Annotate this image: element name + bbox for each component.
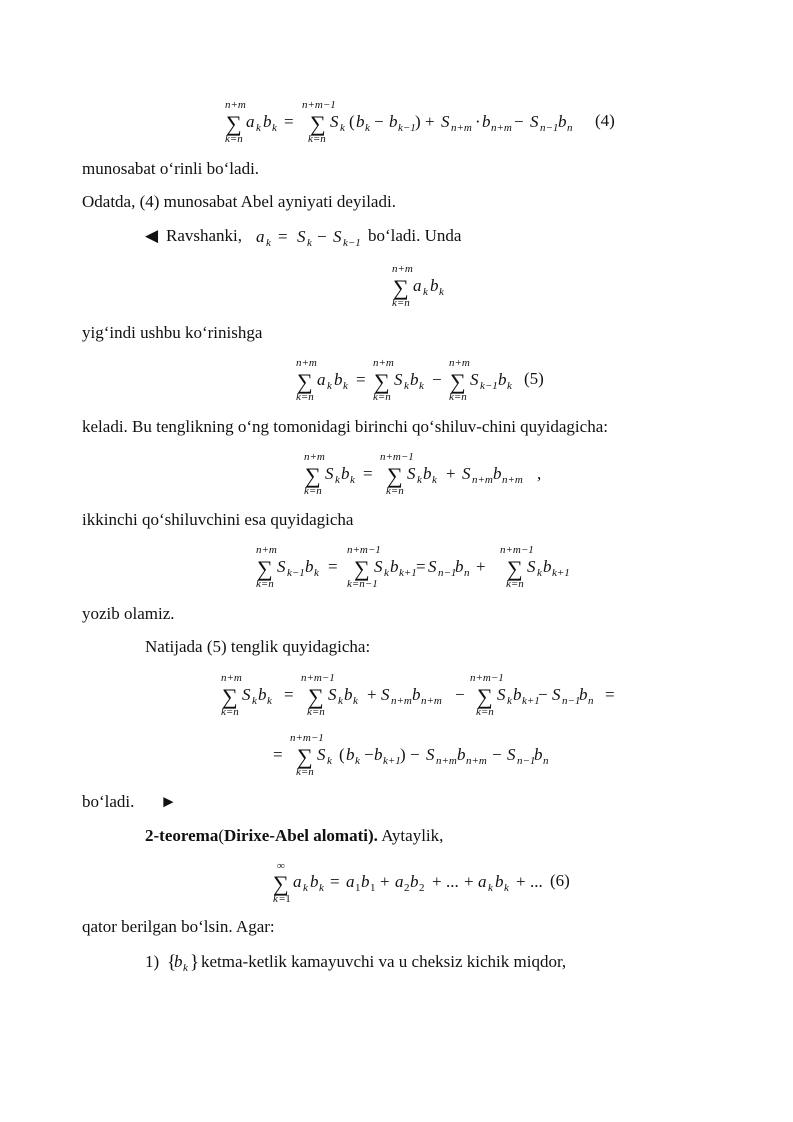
svg-text:n+m: n+m [225, 99, 246, 111]
svg-text:+: + [367, 685, 377, 704]
svg-text:k=n: k=n [308, 133, 326, 145]
svg-text:k=n: k=n [386, 485, 404, 497]
svg-text:k: k [327, 755, 332, 767]
svg-text:b: b [174, 952, 183, 971]
svg-text:b: b [412, 685, 421, 704]
svg-text:S: S [497, 685, 506, 704]
svg-text:b: b [482, 112, 491, 131]
svg-text:k+1: k+1 [383, 755, 401, 767]
paragraph-text: Odatda, (4) munosabat Abel ayniyati deyiladi. [82, 192, 396, 211]
svg-text:k+1: k+1 [399, 567, 417, 579]
svg-text:k=n: k=n [449, 391, 467, 403]
svg-text:k: k [488, 882, 493, 894]
svg-text:+: + [380, 872, 390, 891]
paragraph-text: yig‘indi ushbu ko‘rinishga [82, 323, 263, 342]
svg-text:k=n: k=n [296, 766, 314, 778]
theorem-open-paren: ( [218, 826, 224, 845]
svg-text:n+m−1: n+m−1 [470, 672, 504, 684]
svg-text:b: b [513, 685, 522, 704]
svg-text:S: S [325, 464, 334, 483]
theorem-close-paren: ). [367, 826, 378, 845]
condition-number: 1) [145, 952, 160, 971]
svg-text:b: b [346, 745, 355, 764]
svg-text:a: a [478, 872, 487, 891]
svg-text:2: 2 [419, 882, 425, 894]
svg-text:n+m: n+m [491, 122, 512, 134]
svg-text:k=n: k=n [304, 485, 322, 497]
svg-text:∑: ∑ [477, 684, 493, 709]
paragraph-text: bo‘ladi. Unda [368, 226, 462, 245]
svg-text:k: k [303, 882, 308, 894]
svg-text:b: b [543, 557, 552, 576]
svg-text:∑: ∑ [354, 556, 370, 581]
svg-text:+: + [464, 872, 474, 891]
svg-text:=: = [328, 557, 338, 576]
svg-text:k: k [307, 237, 312, 249]
svg-text:k: k [355, 755, 360, 767]
svg-text:): ) [400, 745, 406, 764]
svg-text:n+m: n+m [392, 263, 413, 275]
svg-text:b: b [356, 112, 365, 131]
svg-text:k: k [338, 695, 343, 707]
paragraph-text: yozib olamiz. [82, 604, 175, 623]
svg-text:2: 2 [404, 882, 410, 894]
svg-text:n+m−1: n+m−1 [290, 732, 324, 744]
svg-text:1: 1 [355, 882, 361, 894]
svg-text:a: a [246, 112, 255, 131]
svg-text:−: − [317, 227, 327, 246]
svg-text:n+m: n+m [451, 122, 472, 134]
paragraph-text: keladi. Bu tenglikning o‘ng tomonidagi birinchi qo‘shiluv-chini quyidagicha: [82, 417, 608, 436]
svg-text:n+m: n+m [221, 672, 242, 684]
svg-text:∑: ∑ [305, 463, 321, 488]
svg-text:∑: ∑ [222, 684, 238, 709]
svg-text:=: = [284, 112, 294, 131]
svg-text:k: k [365, 122, 370, 134]
proof-end-marker: ► [160, 792, 177, 811]
svg-text:k=n: k=n [506, 578, 524, 590]
svg-text:k: k [272, 122, 277, 134]
svg-text:k−1: k−1 [480, 380, 498, 392]
paragraph-text: ketma-ketlik kamayuvchi va u cheksiz kichik miqdor, [201, 952, 567, 971]
svg-text:S: S [330, 112, 339, 131]
svg-text:n+m−1: n+m−1 [380, 451, 414, 463]
svg-text:k: k [439, 286, 444, 298]
svg-text:k: k [343, 380, 348, 392]
svg-text:k: k [504, 882, 509, 894]
svg-text:b: b [410, 370, 419, 389]
svg-text:n+m: n+m [449, 357, 470, 369]
svg-text:k=n: k=n [221, 706, 239, 718]
svg-text:n+m: n+m [466, 755, 487, 767]
svg-text:n+m: n+m [296, 357, 317, 369]
svg-text:∑: ∑ [308, 684, 324, 709]
svg-text:n+m: n+m [502, 474, 523, 486]
svg-text:n: n [464, 567, 470, 579]
svg-text:k: k [423, 286, 428, 298]
svg-text:n+m: n+m [256, 544, 277, 556]
svg-text:b: b [493, 464, 502, 483]
svg-text:b: b [374, 745, 383, 764]
svg-text:S: S [242, 685, 251, 704]
svg-text:1: 1 [370, 882, 376, 894]
svg-text:k: k [417, 474, 422, 486]
svg-text:n+m−1: n+m−1 [301, 672, 335, 684]
svg-text:∑: ∑ [374, 369, 390, 394]
svg-text:b: b [558, 112, 567, 131]
equation-number-6: (6) [550, 871, 570, 890]
svg-text:S: S [333, 227, 342, 246]
svg-text:k: k [319, 882, 324, 894]
svg-text:S: S [428, 557, 437, 576]
svg-text:k: k [266, 237, 271, 249]
svg-text:n: n [543, 755, 549, 767]
paragraph-text: Natijada (5) tenglik quyidagicha: [145, 637, 371, 656]
svg-text:−: − [538, 685, 548, 704]
svg-text:S: S [407, 464, 416, 483]
svg-text:k: k [267, 695, 272, 707]
equation-number-4: (4) [595, 111, 615, 130]
svg-text:k: k [183, 962, 188, 974]
svg-text:...: ... [530, 872, 543, 891]
svg-text:b: b [534, 745, 543, 764]
svg-text:+: + [476, 557, 486, 576]
svg-text:S: S [394, 370, 403, 389]
svg-text:k: k [419, 380, 424, 392]
svg-text:a: a [413, 276, 422, 295]
proof-start-marker: ◀ [145, 226, 159, 245]
svg-text:k=n: k=n [373, 391, 391, 403]
svg-text:n+m: n+m [373, 357, 394, 369]
svg-text:b: b [579, 685, 588, 704]
svg-text:k=n: k=n [296, 391, 314, 403]
svg-text:k+1: k+1 [522, 695, 540, 707]
svg-text:S: S [552, 685, 561, 704]
svg-text:−: − [455, 685, 465, 704]
svg-text:{: { [167, 952, 177, 973]
svg-text:k: k [353, 695, 358, 707]
svg-text:n+m−1: n+m−1 [302, 99, 336, 111]
svg-text:k: k [273, 893, 278, 905]
svg-text:−: − [514, 112, 524, 131]
svg-text:k=n: k=n [256, 578, 274, 590]
svg-text:∑: ∑ [450, 369, 466, 394]
svg-text:a: a [395, 872, 404, 891]
svg-text:k=n: k=n [476, 706, 494, 718]
svg-text:...: ... [446, 872, 459, 891]
svg-text:S: S [530, 112, 539, 131]
svg-text:a: a [256, 227, 265, 246]
svg-text:=: = [284, 685, 294, 704]
svg-text:·: · [475, 112, 481, 131]
svg-text:k+1: k+1 [552, 567, 570, 579]
svg-text:=: = [356, 370, 366, 389]
svg-text:b: b [334, 370, 343, 389]
svg-text:b: b [390, 557, 399, 576]
svg-text:S: S [374, 557, 383, 576]
svg-text:−: − [492, 745, 502, 764]
svg-text:∑: ∑ [507, 556, 523, 581]
svg-text:k=n−1: k=n−1 [347, 578, 378, 590]
svg-text:S: S [441, 112, 450, 131]
svg-text:(: ( [349, 112, 355, 131]
svg-text:b: b [430, 276, 439, 295]
svg-text:k: k [507, 695, 512, 707]
svg-text:b: b [341, 464, 350, 483]
svg-text:n+m: n+m [391, 695, 412, 707]
theorem-rest: Aytaylik, [381, 826, 444, 845]
svg-text:k: k [327, 380, 332, 392]
svg-text:k=n: k=n [392, 297, 410, 309]
svg-text:+: + [516, 872, 526, 891]
svg-text:b: b [263, 112, 272, 131]
svg-text:b: b [361, 872, 370, 891]
svg-text:k: k [314, 567, 319, 579]
svg-text:S: S [317, 745, 326, 764]
svg-text:∑: ∑ [226, 111, 242, 136]
svg-text:b: b [310, 872, 319, 891]
svg-text:b: b [457, 745, 466, 764]
svg-text:n−1: n−1 [540, 122, 559, 134]
svg-text:b: b [498, 370, 507, 389]
svg-text:S: S [470, 370, 479, 389]
svg-text:∑: ∑ [393, 275, 409, 300]
paragraph-text: ikkinchi qo‘shiluvchini esa quyidagicha [82, 510, 354, 529]
svg-text:n+m: n+m [436, 755, 457, 767]
svg-text:S: S [527, 557, 536, 576]
svg-text:k−1: k−1 [343, 237, 361, 249]
svg-text:−: − [374, 112, 384, 131]
svg-text:∑: ∑ [310, 111, 326, 136]
svg-text:k: k [335, 474, 340, 486]
svg-text:S: S [277, 557, 286, 576]
theorem-name: Dirixe-Abel alomati [223, 826, 368, 845]
svg-text:=: = [605, 685, 615, 704]
paragraph-text: munosabat o‘rinli bo‘ladi. [82, 159, 260, 178]
svg-text:k=n: k=n [225, 133, 243, 145]
svg-text:n+m: n+m [304, 451, 325, 463]
svg-text:−: − [410, 745, 420, 764]
svg-text:k: k [340, 122, 345, 134]
theorem-label: 2-teorema [145, 826, 219, 845]
svg-text:n+m−1: n+m−1 [347, 544, 381, 556]
svg-text:=: = [416, 557, 426, 576]
svg-text:S: S [381, 685, 390, 704]
svg-text:S: S [507, 745, 516, 764]
svg-text:k: k [256, 122, 261, 134]
svg-text:k: k [252, 695, 257, 707]
paragraph-text: bo‘ladi. [82, 792, 135, 811]
svg-text:∑: ∑ [297, 369, 313, 394]
svg-text:k: k [432, 474, 437, 486]
svg-text:n−1: n−1 [517, 755, 536, 767]
svg-text:b: b [389, 112, 398, 131]
svg-text:−: − [432, 370, 442, 389]
svg-text:a: a [317, 370, 326, 389]
svg-text:n: n [588, 695, 594, 707]
svg-text:k: k [537, 567, 542, 579]
svg-text:b: b [344, 685, 353, 704]
paragraph-text: qator berilgan bo‘lsin. Agar: [82, 917, 275, 936]
svg-text:): ) [415, 112, 421, 131]
svg-text:S: S [462, 464, 471, 483]
svg-text:n: n [567, 122, 573, 134]
svg-text:+: + [446, 464, 456, 483]
svg-text:n−1: n−1 [438, 567, 457, 579]
svg-text:+: + [425, 112, 435, 131]
svg-text:S: S [297, 227, 306, 246]
svg-text:k=n: k=n [307, 706, 325, 718]
svg-text:k−1: k−1 [287, 567, 305, 579]
svg-text:∞: ∞ [277, 860, 285, 872]
svg-text:k: k [384, 567, 389, 579]
svg-text:n+m−1: n+m−1 [500, 544, 534, 556]
svg-text:n+m: n+m [421, 695, 442, 707]
svg-text:a: a [293, 872, 302, 891]
svg-text:∑: ∑ [387, 463, 403, 488]
svg-text:b: b [258, 685, 267, 704]
svg-text:+: + [432, 872, 442, 891]
svg-text:=1: =1 [279, 893, 291, 905]
svg-text:∑: ∑ [257, 556, 273, 581]
equation-number-5: (5) [524, 369, 544, 388]
svg-text:=: = [330, 872, 340, 891]
svg-text:S: S [426, 745, 435, 764]
svg-text:k: k [350, 474, 355, 486]
svg-text:b: b [423, 464, 432, 483]
svg-text:(: ( [339, 745, 345, 764]
svg-text:−: − [364, 745, 374, 764]
svg-text:a: a [346, 872, 355, 891]
svg-text:b: b [410, 872, 419, 891]
svg-text:=: = [363, 464, 373, 483]
svg-text:∑: ∑ [273, 871, 289, 896]
svg-text:k−1: k−1 [398, 122, 416, 134]
svg-text:b: b [495, 872, 504, 891]
svg-text:k: k [507, 380, 512, 392]
svg-text:k: k [404, 380, 409, 392]
svg-text:b: b [455, 557, 464, 576]
svg-text:S: S [328, 685, 337, 704]
paragraph-text: Ravshanki, [166, 226, 243, 245]
svg-text:b: b [305, 557, 314, 576]
svg-text:=: = [273, 745, 283, 764]
svg-text:n−1: n−1 [562, 695, 581, 707]
svg-text:∑: ∑ [297, 744, 313, 769]
svg-text:,: , [537, 464, 542, 483]
svg-text:n+m: n+m [472, 474, 493, 486]
svg-text:=: = [278, 227, 288, 246]
svg-text:}: } [190, 952, 200, 973]
